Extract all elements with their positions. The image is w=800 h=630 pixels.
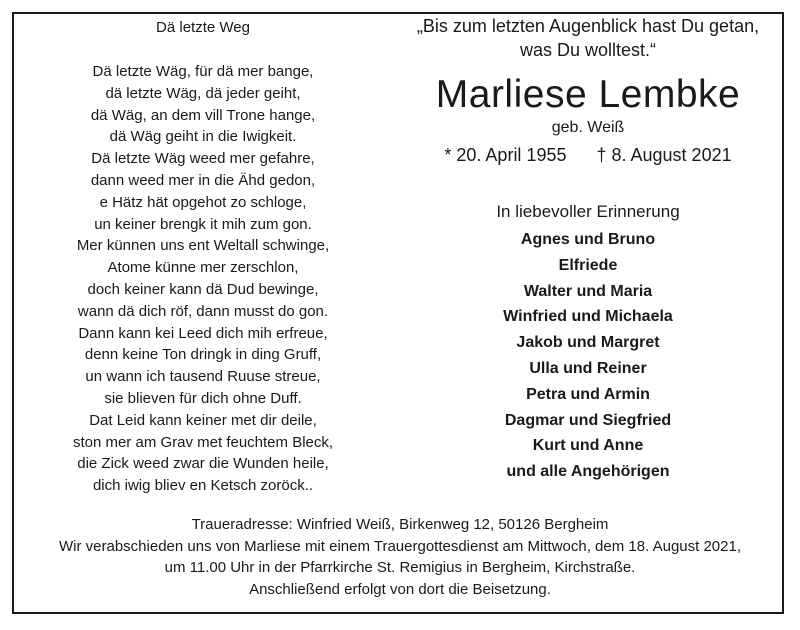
poem-line: dich iwig bliev en Ketsch zoröck.. xyxy=(92,477,314,495)
mourner-name: Elfriede xyxy=(558,256,618,274)
service-info xyxy=(16,514,784,600)
mourner-name: Jakob und Margret xyxy=(516,334,660,352)
memory-heading: In liebevoller Erinnerung xyxy=(496,202,680,221)
mourner-name: Agnes und Bruno xyxy=(520,231,656,248)
poem-line: doch keiner kann dä Dud bewinge, xyxy=(87,280,319,298)
mourning-address: Traueradresse: Winfried Weiß, Birkenweg 12, 50126 Bergheim xyxy=(191,516,609,533)
service-details: Wir verabschieden uns von Marliese mit einem Trauergottesdienst am Mittwoch, dem 18. August 2021, xyxy=(59,537,741,555)
poem-line: e Hätz hät opgehot zo schloge, xyxy=(99,193,307,211)
deceased-name: Marliese Lembke xyxy=(435,73,741,116)
poem-line: wann dä dich röf, dann musst do gon. xyxy=(77,302,329,320)
mourner-name: Petra und Armin xyxy=(526,385,650,403)
poem-line: dann weed mer in die Ähd gedon, xyxy=(90,171,316,189)
death-date: † 8. August 2021 xyxy=(596,145,732,165)
quote-line: was Du wolltest.“ xyxy=(519,40,657,60)
mourner-name: Dagmar und Siegfried xyxy=(504,411,672,429)
service-details: um 11.00 Uhr in der Pfarrkirche St. Remigius in Bergheim, Kirchstraße. xyxy=(164,559,636,576)
poem-line: Dann kann kei Leed dich mih erfreue, xyxy=(78,324,328,342)
poem-line: Dat Leid kann keiner met dir deile, xyxy=(89,411,317,429)
maiden-name: geb. Weiß xyxy=(551,119,625,136)
mourner-name: und alle Angehörigen xyxy=(506,463,670,481)
poem-line: sie blieven für dich ohne Duff. xyxy=(104,389,302,407)
life-dates xyxy=(404,142,772,168)
poem-line: un keiner brengk it mih zum gon. xyxy=(94,215,312,233)
poem-line: die Zick weed zwar die Wunden heile, xyxy=(77,455,329,473)
poem-lines xyxy=(18,61,388,497)
poem-line: Mer künnen uns ent Weltall schwinge, xyxy=(76,237,330,255)
mourners-list xyxy=(404,227,772,485)
poem-section xyxy=(18,18,388,497)
notice-section xyxy=(404,14,772,485)
poem-line: denn keine Ton dringk in ding Gruff, xyxy=(84,346,322,364)
poem-line: un wann ich tausend Ruuse streue, xyxy=(85,368,321,386)
mourner-name: Ulla und Reiner xyxy=(529,359,647,377)
poem-line: ston mer am Grav met feuchtem Bleck, xyxy=(72,433,334,451)
poem-line: dä Wäg geiht in die Iwigkeit. xyxy=(109,128,297,146)
quote-line: „Bis zum letzten Augenblick hast Du getan, xyxy=(416,16,760,36)
mourner-name: Kurt und Anne xyxy=(532,437,644,455)
mourner-name: Winfried und Michaela xyxy=(503,308,673,326)
poem-line: Dä letzte Wäg, für dä mer bange, xyxy=(92,63,314,80)
poem-line: Dä letzte Wäg weed mer gefahre, xyxy=(91,150,315,168)
poem-line: Atome künne mer zerschlon, xyxy=(107,259,299,277)
poem-title: Dä letzte Weg xyxy=(156,19,250,36)
burial-note: Anschließend erfolgt von dort die Beisetzung. xyxy=(249,580,551,598)
birth-date: * 20. April 1955 xyxy=(444,145,567,165)
poem-line: dä Wäg, an dem vill Trone hange, xyxy=(90,106,316,124)
poem-line: dä letzte Wäg, dä jeder geiht, xyxy=(105,84,301,102)
mourner-name: Walter und Maria xyxy=(523,282,653,300)
